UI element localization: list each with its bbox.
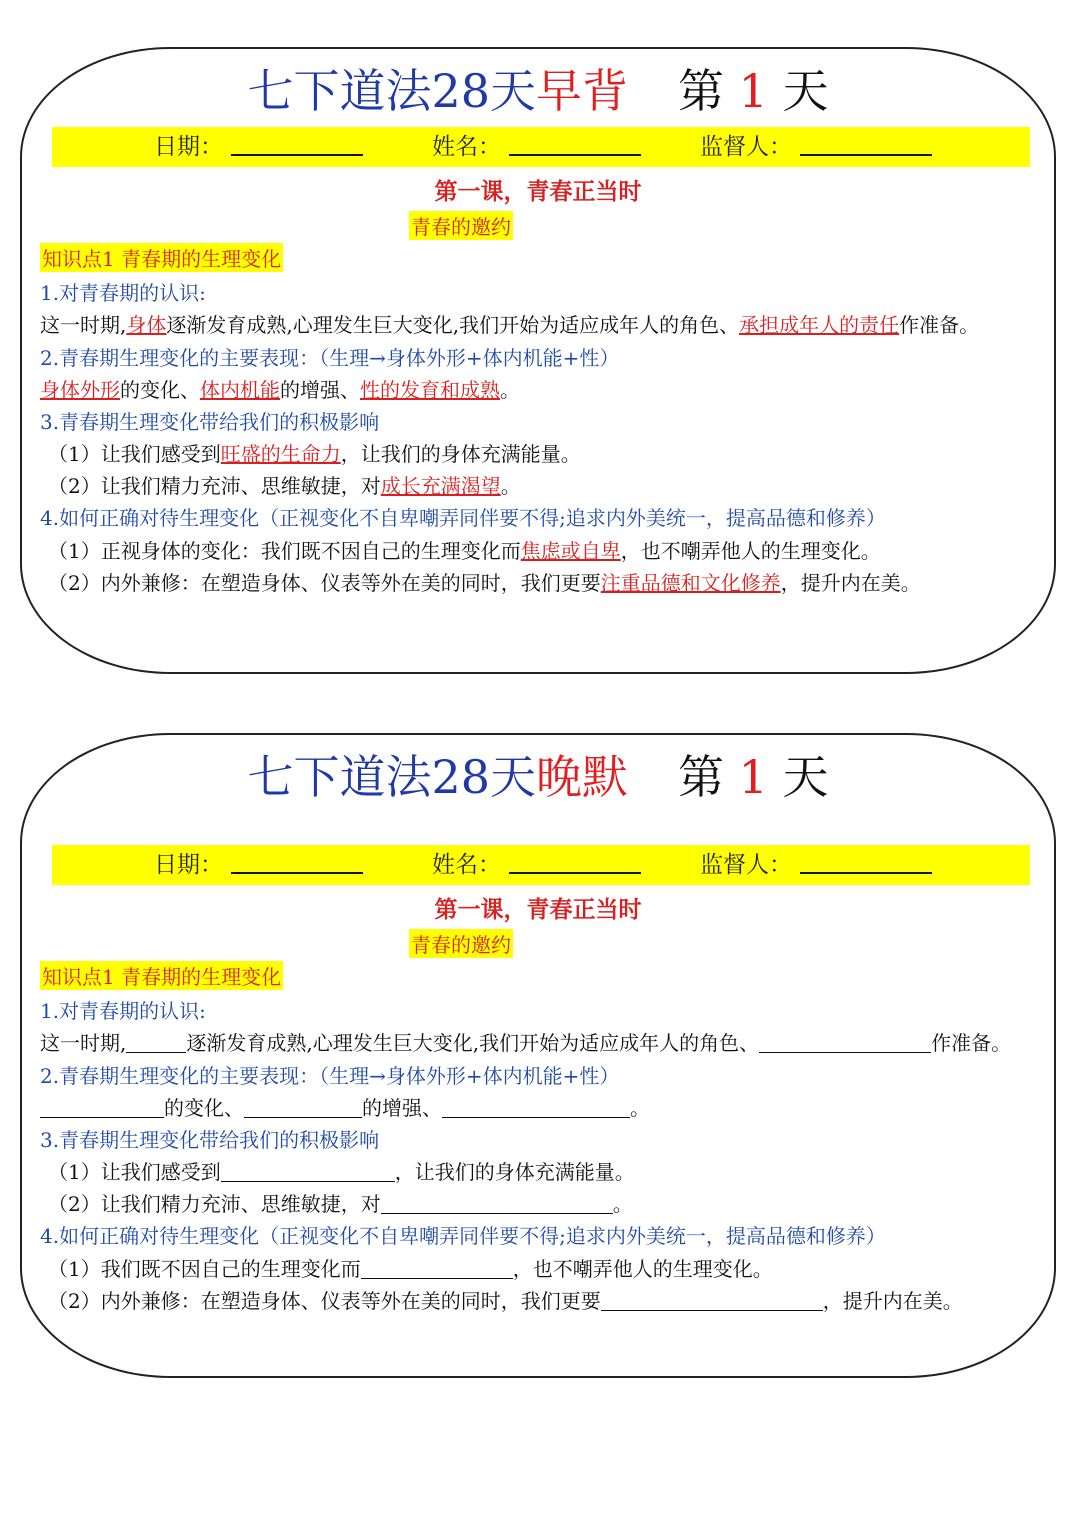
- answer-4-2: （2）内外兼修：在塑造身体、仪表等外在美的同时，我们更要 ，提升内在美。: [48, 1289, 963, 1313]
- fill-blank[interactable]: [361, 1258, 513, 1279]
- date-field[interactable]: 日期：: [154, 845, 363, 885]
- evening-title: 七下道法28天晚默 第 1 天: [247, 750, 829, 804]
- question-1: 1.对青春期的认识:: [40, 999, 206, 1023]
- fill-blank[interactable]: [221, 1161, 395, 1182]
- morning-info-bar: [52, 127, 1030, 167]
- fill-blank[interactable]: [759, 1032, 931, 1053]
- answer-2: 身体外形的变化、体内机能的增强、性的发育和成熟。: [40, 378, 520, 402]
- answer-1: 这一时期,身体逐渐发育成熟,心理发生巨大变化,我们开始为适应成年人的角色、承担成年人的责任作准备。: [40, 313, 980, 337]
- lesson-title: 第一课，青春正当时: [434, 896, 642, 923]
- evening-card: [20, 733, 1056, 1378]
- answer-4-1: （1）正视身体的变化：我们既不因自己的生理变化而焦虑或自卑，也不嘲弄他人的生理变化。: [48, 539, 881, 563]
- knowledge-point-title: 知识点1 青春期的生理变化: [40, 243, 283, 272]
- supervisor-field[interactable]: 监督人：: [700, 127, 932, 167]
- answer-4-2: （2）内外兼修：在塑造身体、仪表等外在美的同时，我们更要注重品德和文化修养，提升内在美。: [48, 571, 921, 595]
- question-1: 1.对青春期的认识:: [40, 281, 206, 305]
- fill-blank[interactable]: [381, 1193, 613, 1214]
- question-2: 2.青春期生理变化的主要表现：（生理→身体外形+体内机能+性）: [40, 346, 620, 370]
- answer-3-1: （1）让我们感受到 ，让我们的身体充满能量。: [48, 1160, 635, 1184]
- name-field[interactable]: 姓名：: [432, 845, 641, 885]
- answer-3-1: （1）让我们感受到旺盛的生命力，让我们的身体充满能量。: [48, 442, 581, 466]
- answer-2: 的变化、 的增强、 。: [40, 1092, 650, 1121]
- question-4: 4.如何正确对待生理变化（正视变化不自卑嘲弄同伴要不得;追求内外美统一，提高品德和修养）: [40, 506, 886, 530]
- lesson-title: 第一课，青春正当时: [434, 178, 642, 205]
- morning-title: 七下道法28天早背 第 1 天: [247, 64, 829, 118]
- question-2: 2.青春期生理变化的主要表现：（生理→身体外形+体内机能+性）: [40, 1064, 620, 1088]
- section-title: 青春的邀约: [409, 211, 513, 240]
- fill-blank[interactable]: [40, 1097, 164, 1118]
- answer-1: 这一时期, 逐渐发育成熟,心理发生巨大变化,我们开始为适应成年人的角色、 作准备。: [40, 1031, 1012, 1055]
- fill-blank[interactable]: [244, 1097, 362, 1118]
- question-4: 4.如何正确对待生理变化（正视变化不自卑嘲弄同伴要不得;追求内外美统一，提高品德和修养）: [40, 1224, 886, 1248]
- fill-blank[interactable]: [601, 1290, 823, 1311]
- answer-4-1: （1）我们既不因自己的生理变化而 ，也不嘲弄他人的生理变化。: [48, 1257, 773, 1281]
- date-field[interactable]: 日期：: [154, 127, 363, 167]
- evening-info-bar: [52, 845, 1030, 885]
- knowledge-point-title: 知识点1 青春期的生理变化: [40, 961, 283, 990]
- question-3: 3.青春期生理变化带给我们的积极影响: [40, 1128, 380, 1152]
- morning-card: [20, 47, 1056, 674]
- question-3: 3.青春期生理变化带给我们的积极影响: [40, 410, 380, 434]
- answer-3-2: （2）让我们精力充沛、思维敏捷，对成长充满渴望。: [48, 474, 521, 498]
- fill-blank[interactable]: [442, 1097, 630, 1118]
- fill-blank[interactable]: [126, 1032, 186, 1053]
- supervisor-field[interactable]: 监督人：: [700, 845, 932, 885]
- name-field[interactable]: 姓名：: [432, 127, 641, 167]
- section-title: 青春的邀约: [409, 929, 513, 958]
- answer-3-2: （2）让我们精力充沛、思维敏捷，对 。: [48, 1192, 633, 1216]
